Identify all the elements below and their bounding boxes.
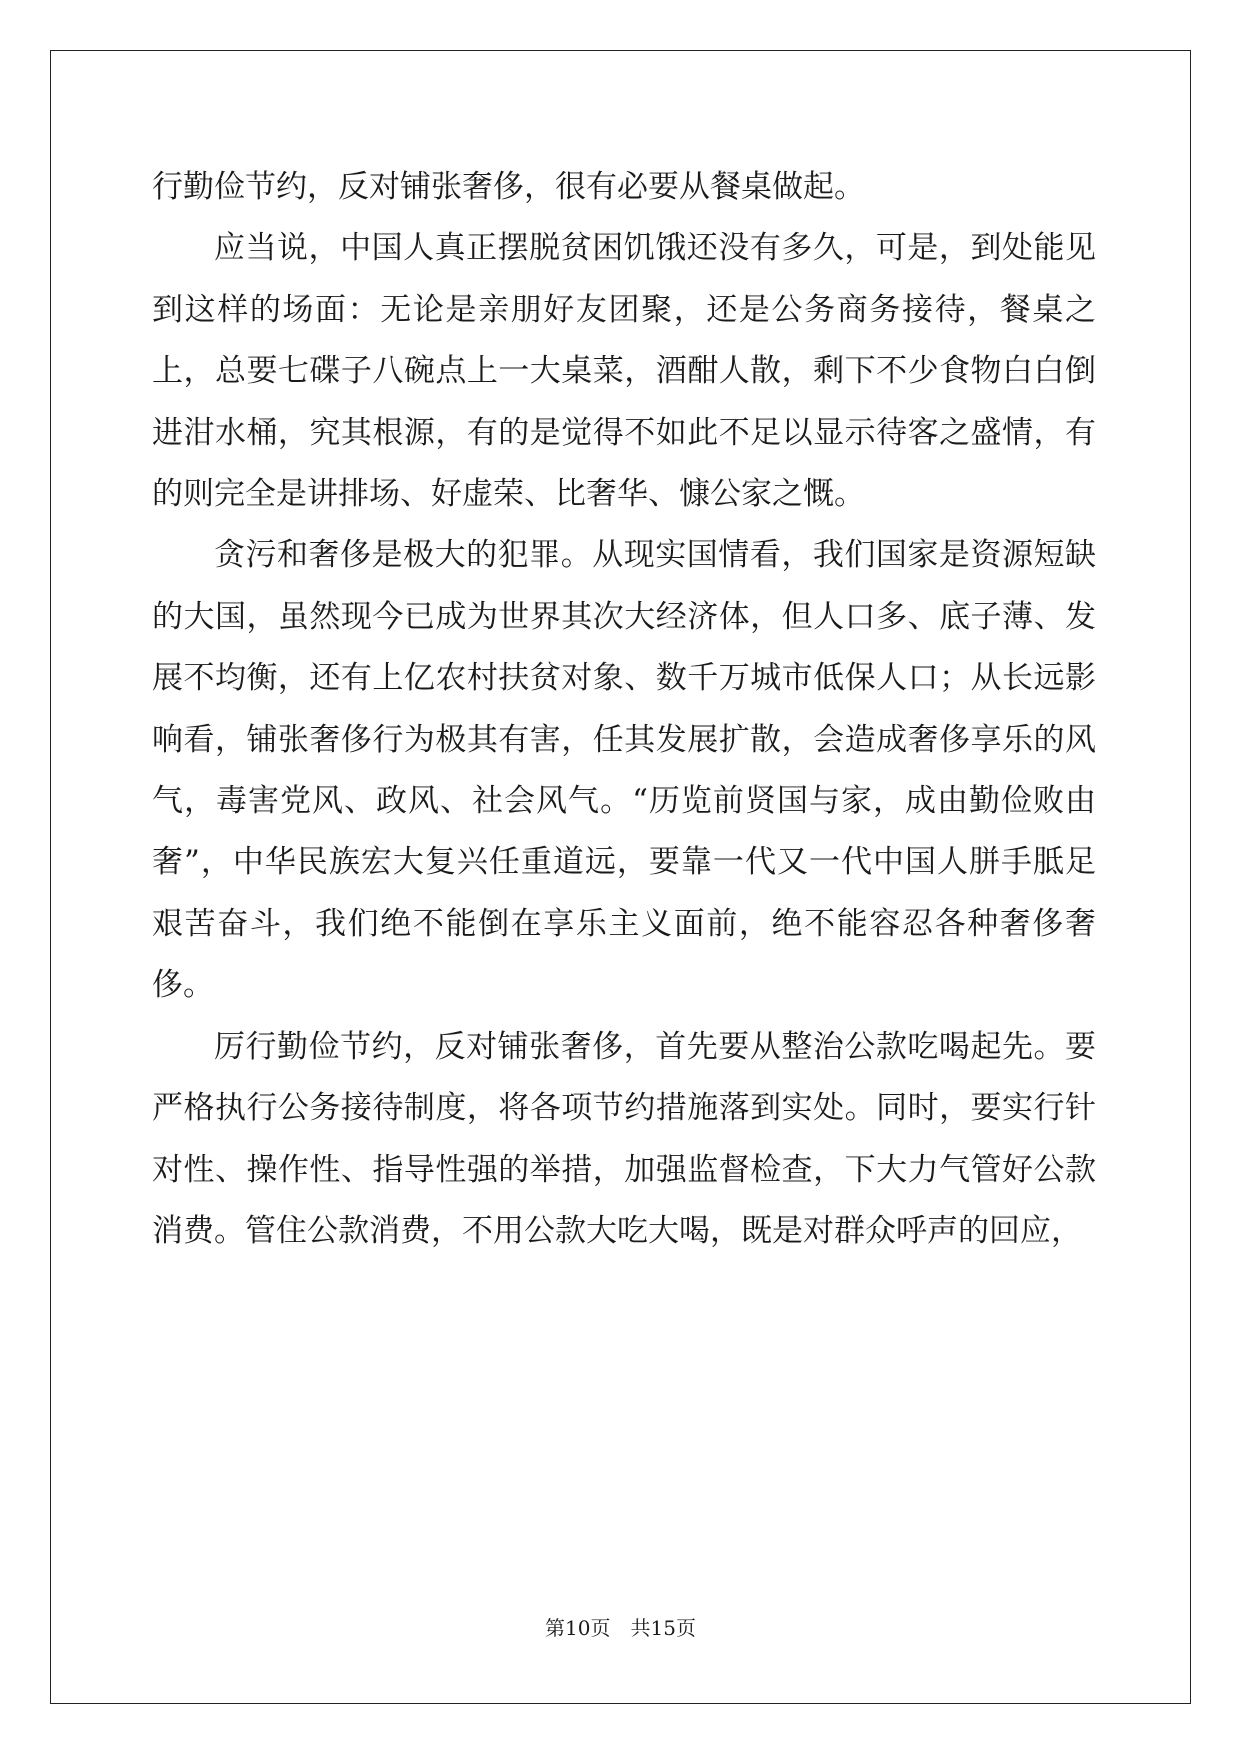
page-number-footer: 第10页 共15页: [545, 1616, 696, 1640]
paragraph-2: 应当说，中国人真正摆脱贫困饥饿还没有多久，可是，到处能见到这样的场面：无论是亲朋好友团聚，还是公务商务接待，餐桌之上，总要七碟子八碗点上一大桌菜，酒酣人散，剩下不少食物白白倒进泔水桶，究其根源，有的是觉得不如此不足以显示待客之盛情，有的则完全是讲排场、好虚荣、比奢华、慷公家之慨。: [152, 230, 1096, 513]
paragraph-4: 厉行勤俭节约，反对铺张奢侈，首先要从整治公款吃喝起先。要严格执行公务接待制度，将各项节约措施落到实处。同时，要实行针对性、操作性、指导性强的举措，加强监督检查，下大力气管好公款消费。管住公款消费，不用公款大吃大喝，既是对群众呼声的回应，: [152, 1028, 1096, 1249]
paragraph-3: 贪污和奢侈是极大的犯罪。从现实国情看，我们国家是资源短缺的大国，虽然现今已成为世界其次大经济体，但人口多、底子薄、发展不均衡，还有上亿农村扶贫对象、数千万城市低保人口；从长远影响看，铺张奢侈行为极其有害，任其发展扩散，会造成奢侈享乐的风气，毒害党风、政风、社会风气。“历览前贤国与家，成由勤俭败由奢”，中华民族宏大复兴任重道远，要靠一代又一代中国人胼手胝足艰苦奋斗，我们绝不能倒在享乐主义面前，绝不能容忍各种奢侈奢侈。: [152, 537, 1096, 1004]
paragraph-1: 行勤俭节约，反对铺张奢侈，很有必要从餐桌做起。: [152, 169, 865, 205]
document-body: [152, 157, 1096, 1262]
